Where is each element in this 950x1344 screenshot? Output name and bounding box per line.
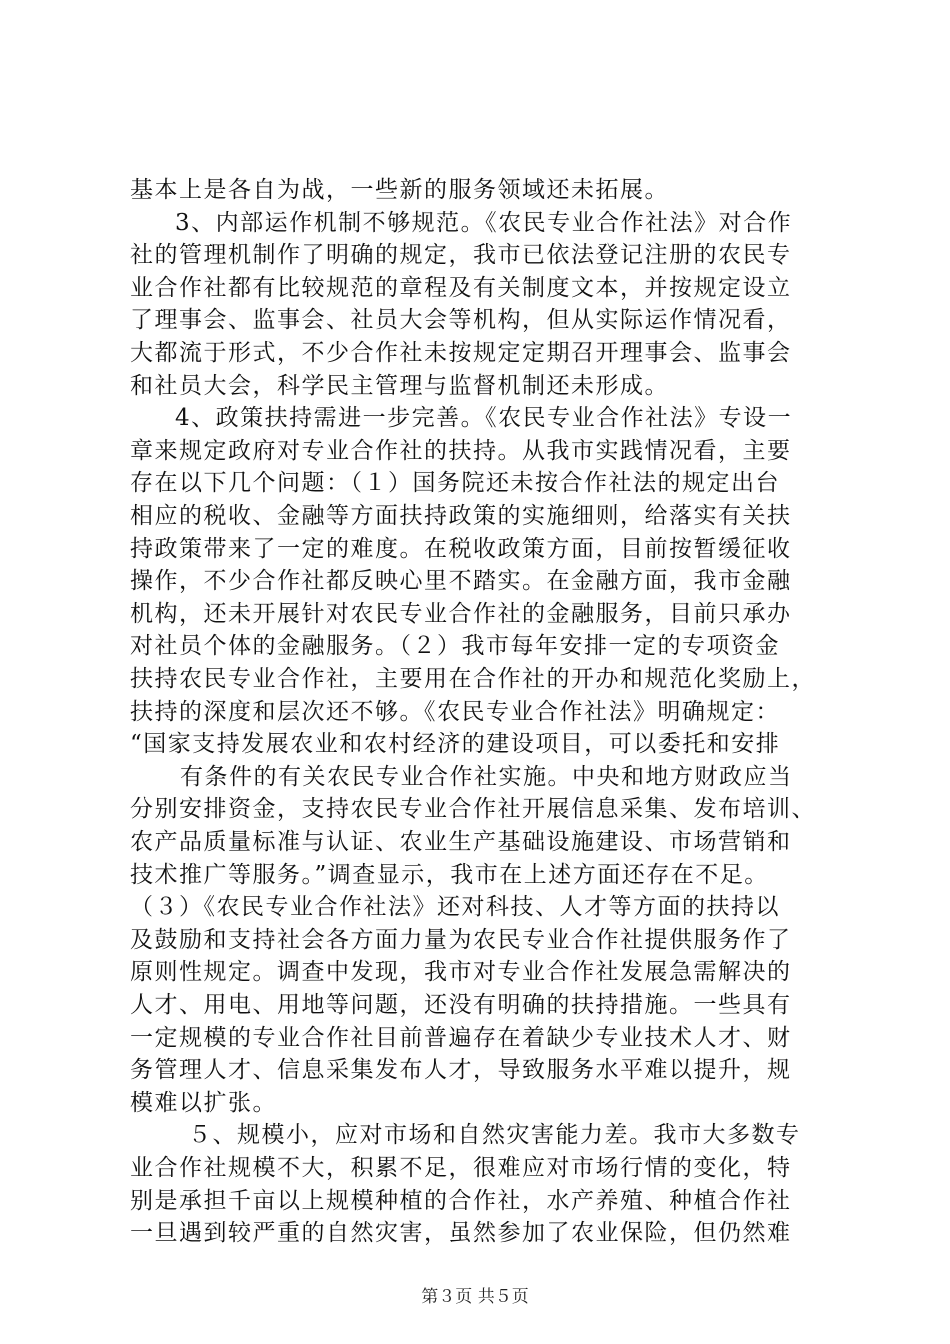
text-line: 务管理人才、信息采集发布人才，导致服务水平难以提升，规 (130, 1057, 792, 1084)
text-line: 分别安排资金，支持农民专业合作社开展信息采集、发布培训、 (130, 796, 816, 823)
text-line: 章来规定政府对专业合作社的扶持。从我市实践情况看，主要 (130, 437, 792, 464)
text-line: 机构，还未开展针对农民专业合作社的金融服务，目前只承办 (130, 600, 792, 627)
text-line: （３）《农民专业合作社法》还对科技、人才等方面的扶持以 (130, 894, 780, 921)
text-line: 基本上是各自为战，一些新的服务领域还未拓展。 (130, 177, 669, 203)
text-line: 农产品质量标准与认证、农业生产基础设施建设、市场营销和 (130, 829, 792, 855)
page-number-footer: 第３页 共５页 (421, 1287, 529, 1307)
text-line: 别是承担千亩以上规模种植的合作社，水产养殖、种植合作社 (130, 1187, 792, 1214)
text-line: 了理事会、监事会、社员大会等机构，但从实际运作情况看， (130, 307, 792, 334)
text-line: 模难以扩张。 (130, 1089, 277, 1116)
text-line: “国家支持发展农业和农村经济的建设项目，可以委托和安排 (130, 731, 781, 758)
text-line: 4、政策扶持需进一步完善。《农民专业合作社法》专设一 (175, 405, 793, 432)
text-line: 存在以下几个问题：（１）国务院还未按合作社法的规定出台 (130, 470, 780, 497)
text-line: 有条件的有关农民专业合作社实施。中央和地方财政应当 (180, 763, 793, 790)
text-line: 业合作社规模不大，积累不足，很难应对市场行情的变化，特 (130, 1155, 792, 1181)
text-line: 人才、用电、用地等问题，还没有明确的扶持措施。一些具有 (130, 992, 792, 1018)
text-line: 一旦遇到较严重的自然灾害，虽然参加了农业保险，但仍然难 (130, 1220, 792, 1247)
text-line: 相应的税收、金融等方面扶持政策的实施细则，给落实有关扶 (130, 503, 792, 529)
text-line: 社的管理机制作了明确的规定，我市已依法登记注册的农民专 (130, 242, 792, 269)
text-line: 持政策带来了一定的难度。在税收政策方面，目前按暂缓征收 (130, 535, 792, 562)
text-line: 技术推广等服务。”调查显示，我市在上述方面还存在不足。 (130, 861, 769, 888)
text-line: 一定规模的专业合作社目前普遍存在着缺少专业技术人才、财 (130, 1024, 792, 1051)
text-line: ５、规模小，应对市场和自然灾害能力差。我市大多数专 (188, 1122, 801, 1149)
text-line: 3、内部运作机制不够规范。《农民专业合作社法》对合作 (175, 209, 793, 236)
text-line: 扶持农民专业合作社，主要用在合作社的开办和规范化奖励上， (130, 666, 816, 692)
text-line: 对社员个体的金融服务。（２）我市每年安排一定的专项资金 (130, 633, 780, 660)
text-line: 业合作社都有比较规范的章程及有关制度文本，并按规定设立 (130, 274, 792, 301)
text-line: 大都流于形式，不少合作社未按规定定期召开理事会、监事会 (130, 340, 792, 366)
text-line: 扶持的深度和层次还不够。《农民专业合作社法》明确规定： (130, 698, 780, 725)
text-line: 操作，不少合作社都反映心里不踏实。在金融方面，我市金融 (130, 568, 792, 595)
text-line: 原则性规定。调查中发现，我市对专业合作社发展急需解决的 (130, 959, 792, 986)
text-line: 及鼓励和支持社会各方面力量为农民专业合作社提供服务作了 (130, 926, 792, 953)
text-line: 和社员大会，科学民主管理与监督机制还未形成。 (130, 372, 669, 399)
